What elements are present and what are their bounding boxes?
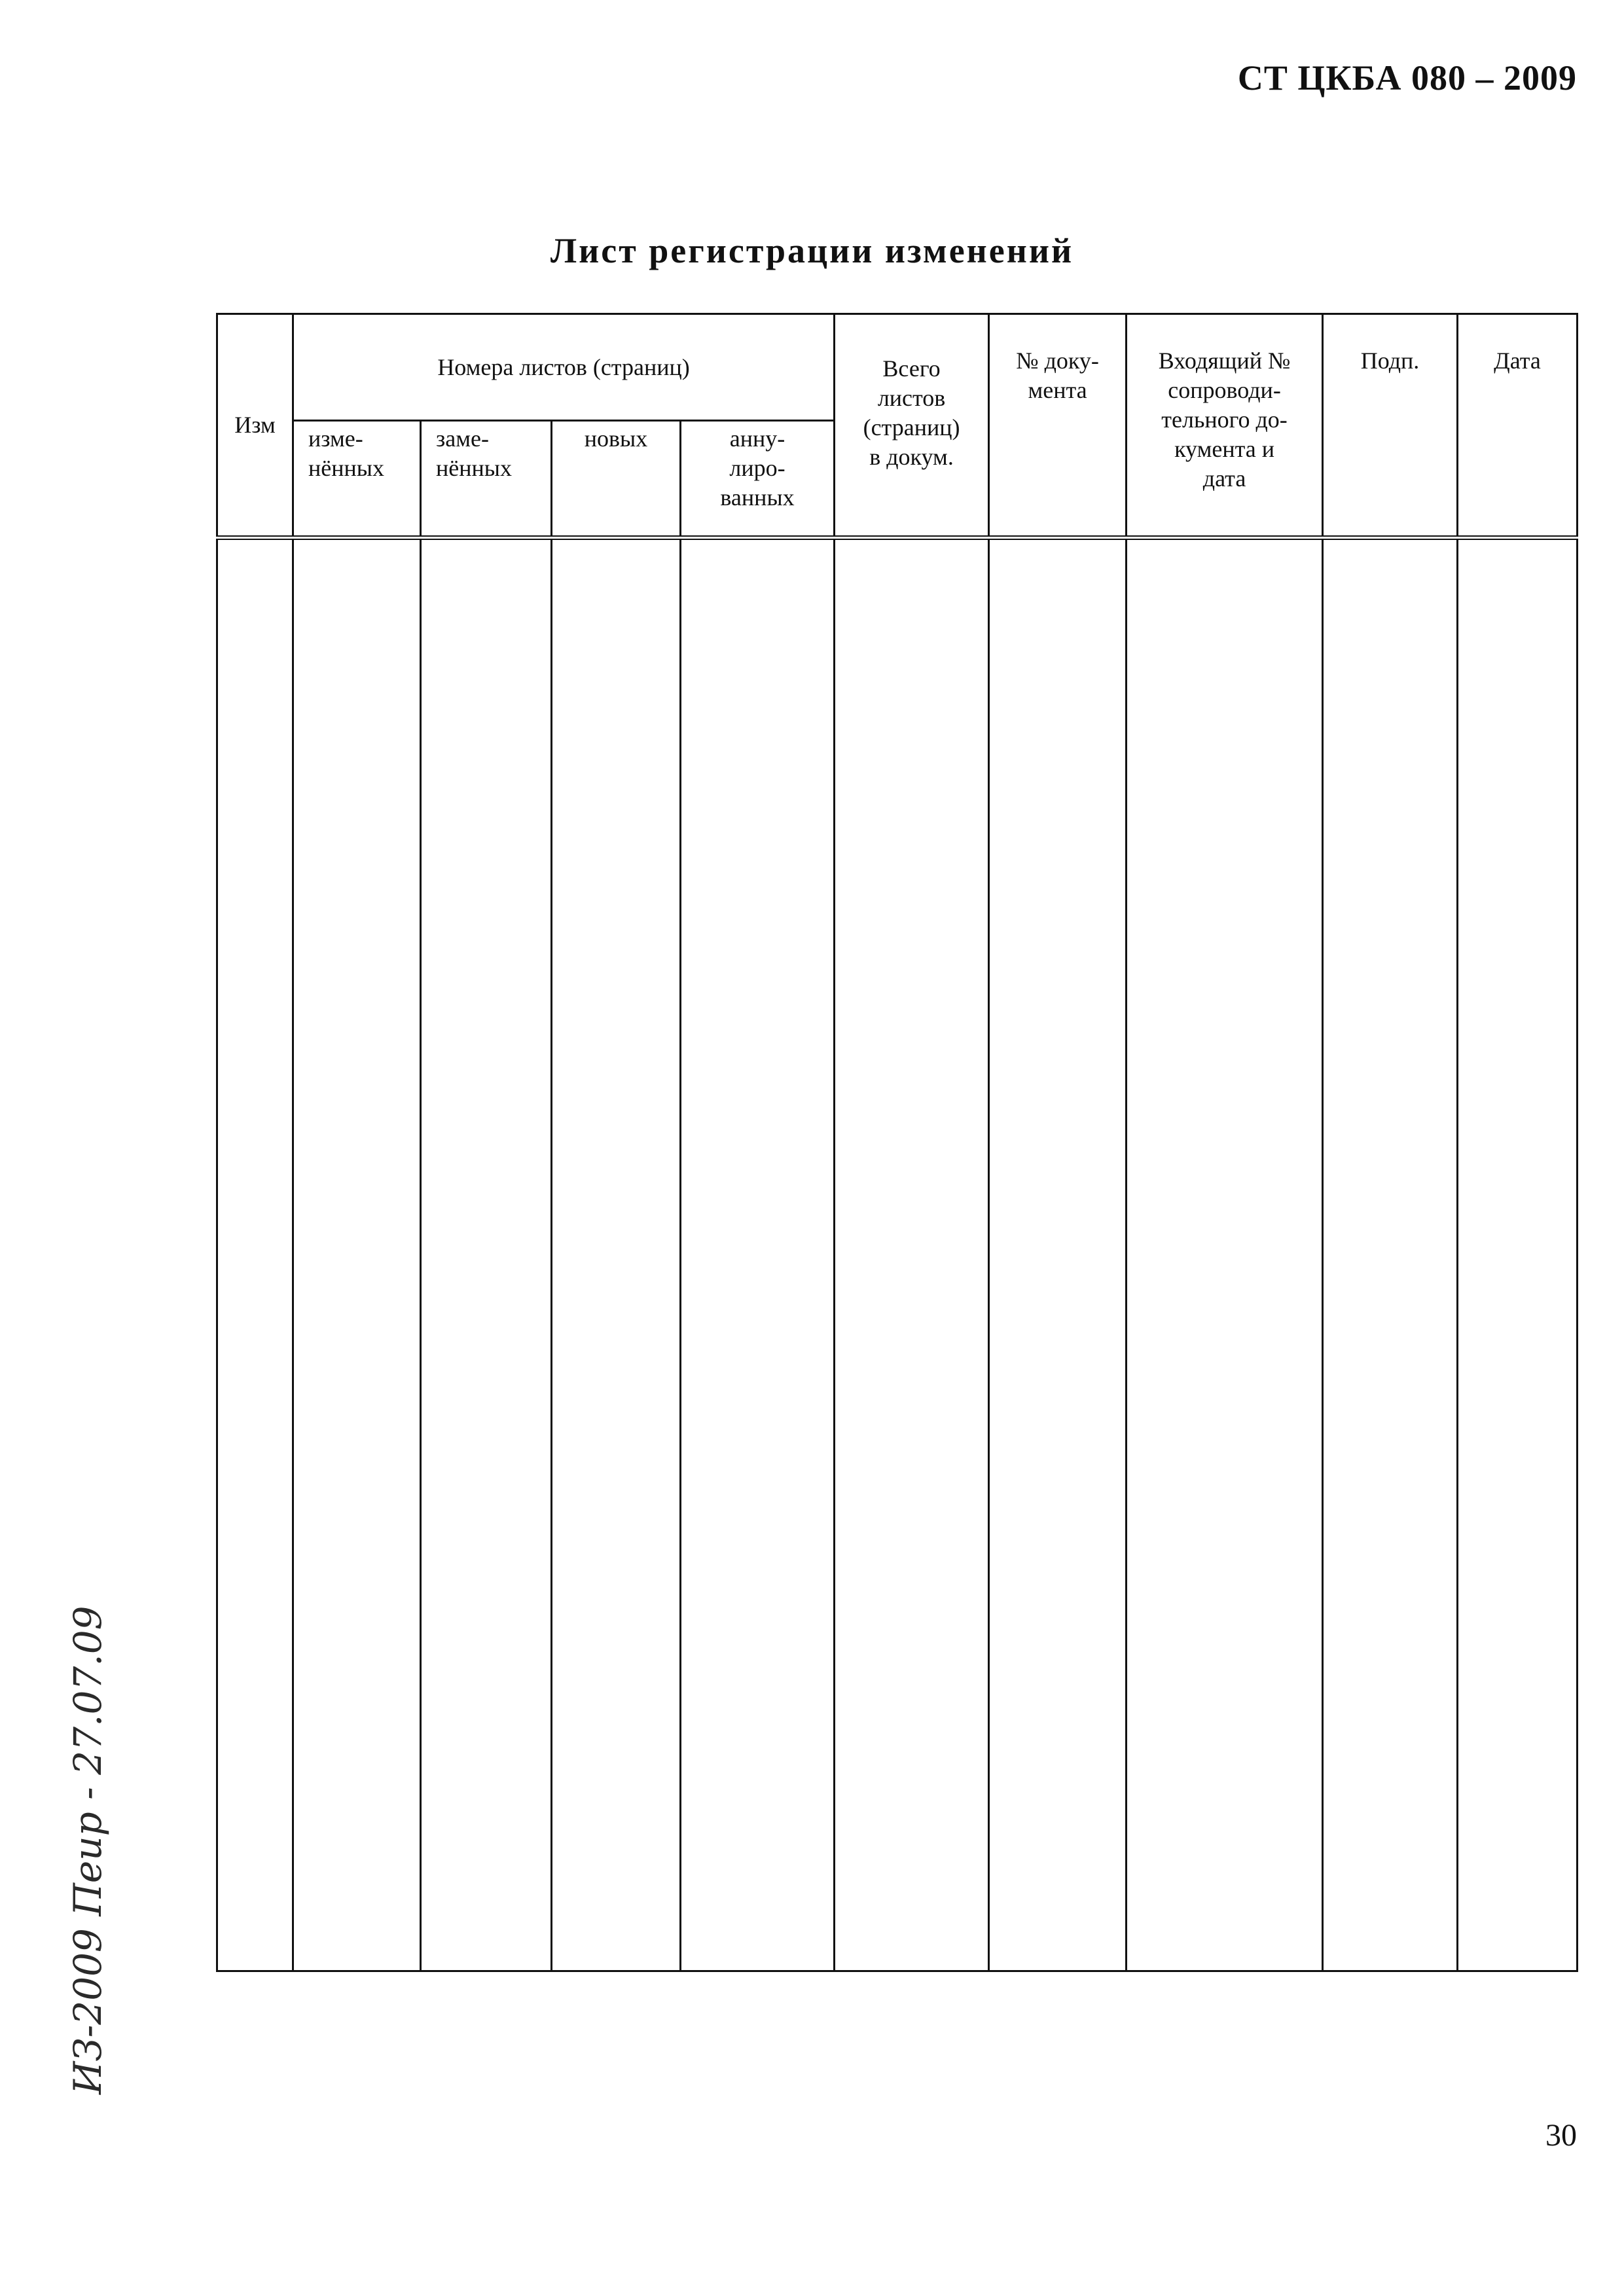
table-cell xyxy=(1127,538,1323,1971)
table-cell xyxy=(1323,538,1458,1971)
col-header-sheet-numbers: Номера листов (страниц) xyxy=(293,314,835,421)
col-header-incoming-doc: Входящий № сопроводи- тельного до- кумента и дата xyxy=(1127,314,1323,538)
col-header-total-sheets: Всего листов (страниц) в докум. xyxy=(835,314,989,538)
page-title: Лист регистрации изменений xyxy=(550,231,1074,270)
table-cell xyxy=(681,538,835,1971)
table-cell xyxy=(1458,538,1578,1971)
change-registration-table xyxy=(216,313,1578,1972)
page-number: 30 xyxy=(1545,2118,1577,2153)
table-cell xyxy=(293,538,421,1971)
handwritten-margin-note: ИЗ-2009 Пеир - 27.07.09 xyxy=(65,1605,110,2094)
col-header-annulled: анну- лиро- ванных xyxy=(681,421,835,538)
table-cell xyxy=(552,538,681,1971)
table-cell xyxy=(835,538,989,1971)
col-header-new: новых xyxy=(552,421,681,538)
col-header-izm: Изм xyxy=(217,314,293,538)
col-header-changed: изме- нённых xyxy=(293,421,421,538)
col-header-signature: Подп. xyxy=(1323,314,1458,538)
col-header-date: Дата xyxy=(1458,314,1578,538)
table-cell xyxy=(421,538,552,1971)
table-cell xyxy=(217,538,293,1971)
table-row xyxy=(217,538,1578,1971)
document-code: СТ ЦКБА 080 – 2009 xyxy=(1237,58,1577,98)
col-header-replaced: заме- нённых xyxy=(421,421,552,538)
table-cell xyxy=(989,538,1127,1971)
col-header-doc-number: № доку- мента xyxy=(989,314,1127,538)
